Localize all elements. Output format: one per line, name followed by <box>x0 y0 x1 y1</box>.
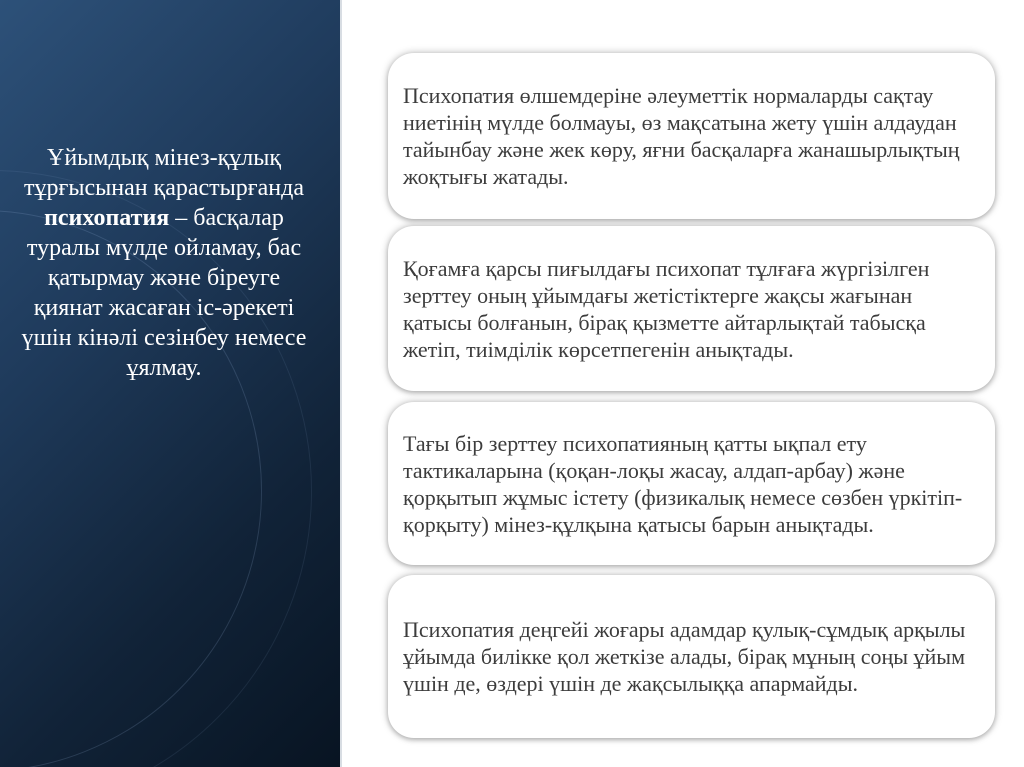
card-text: Психопатия деңгейі жоғары адамдар қулық-сұмдық арқылы ұйымда билікке қол жеткізе алады, бірақ мұның соңы ұйым үшін де, өздері үшін де жақсылыққа апармайды. <box>403 617 966 696</box>
panel-divider <box>340 0 342 767</box>
info-card <box>388 402 995 565</box>
definition-term: психопатия <box>44 205 170 231</box>
info-card <box>388 53 995 219</box>
card-text: Тағы бір зерттеу психопатияның қатты ықпал ету тактикаларына (қоқан-лоқы жасау, алдап-арбау) және қорқытып жұмыс істету (физикалық немесе сөзбен үркітіп-қорқыту) мінез-құлқына қатысы барын анықтады. <box>403 430 963 537</box>
card-text: Психопатия өлшемдеріне әлеуметтік нормаларды сақтау ниетінің мүлде болмауы, өз мақсатына жету үшін алдаудан тайынбау және жек көру, яғни басқаларға жанашырлықтың жоқтығы жатады. <box>403 83 960 189</box>
card-text: Қоғамға қарсы пиғылдағы психопат тұлғаға жүргізілген зерттеу оның ұйымдағы жетістіктерге жақсы жағынан қатысы болғанын, бірақ қызметте айтарлықтай табысқа жетіп, тиімділік көрсетпегенін анықтады. <box>403 255 930 362</box>
definition-text <box>14 143 314 383</box>
definition-body: – басқалар туралы мүлде ойламау, бас қатырмау және біреуге қиянат жасаған іс-әрекеті үшін кінәлі сезінбеу немесе ұялмау. <box>21 205 307 381</box>
info-card <box>388 226 995 391</box>
definition-intro: Ұйымдық мінез-құлық тұрғысынан қарастырғанда <box>23 145 304 201</box>
left-panel <box>0 0 340 767</box>
info-card <box>388 575 995 738</box>
